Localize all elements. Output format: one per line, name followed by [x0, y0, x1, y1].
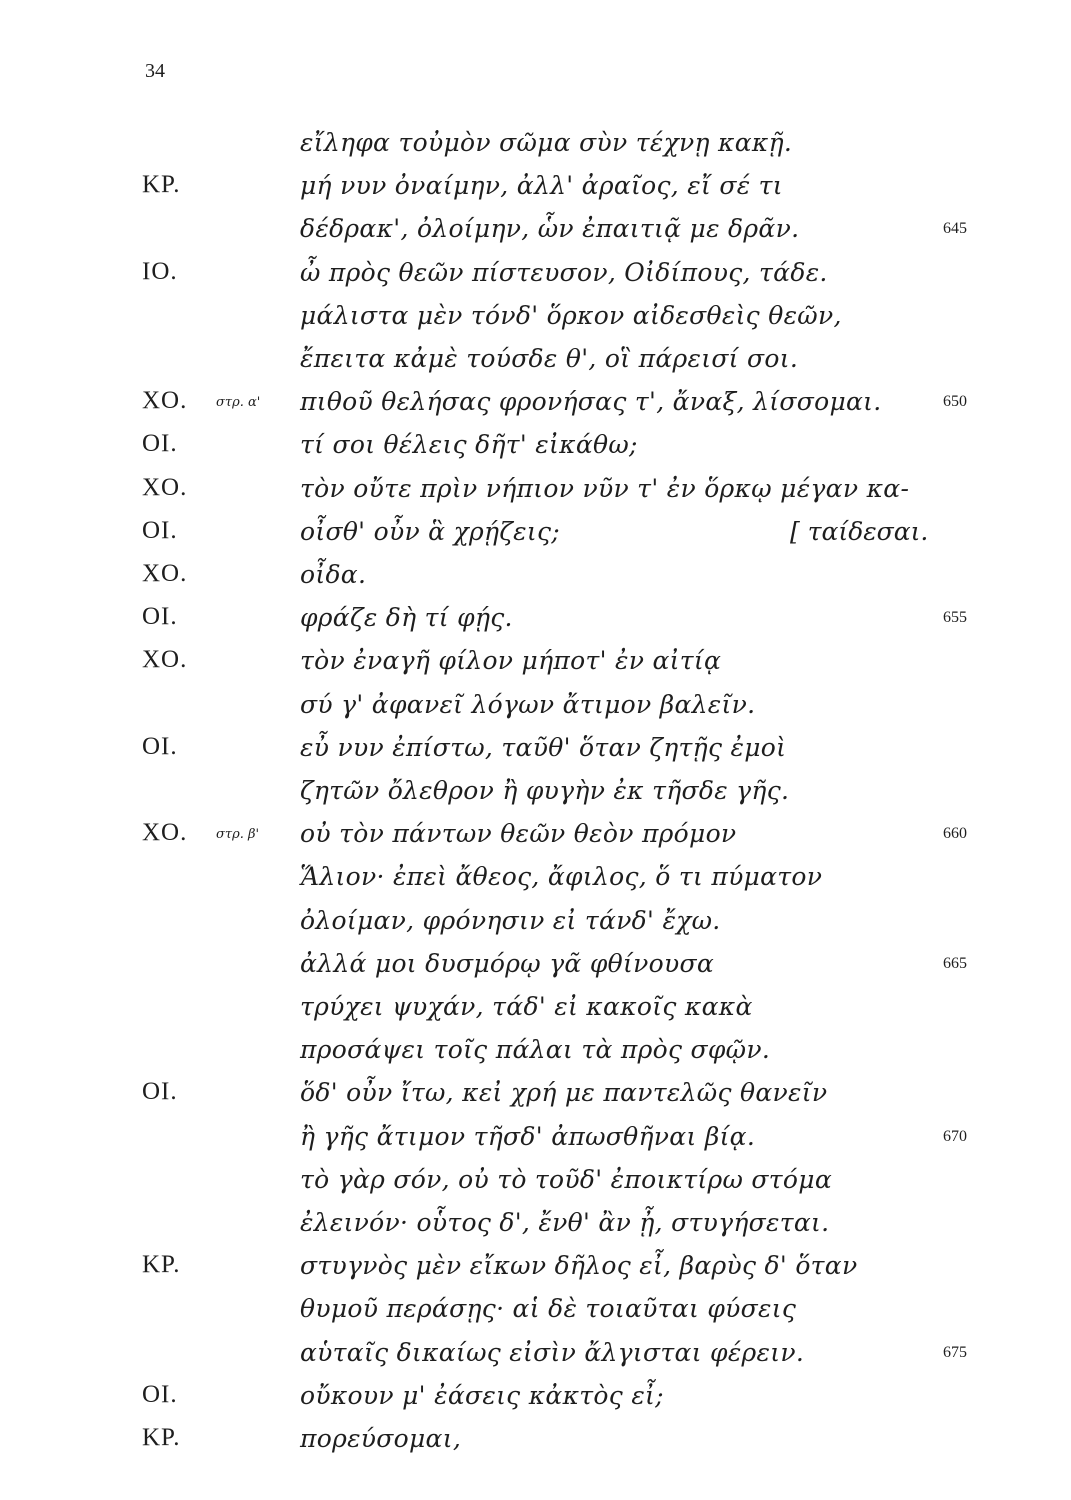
verse-text: τρύχει ψυχάν, τάδ' εἰ κακοῖς κακὰ: [300, 992, 753, 1021]
verse-line: [0, 992, 1071, 1032]
verse-text: ἔπειτα κἀμὲ τούσδε θ', οἳ πάρεισί σοι.: [300, 344, 799, 373]
verse-text: οὐ τὸν πάντων θεῶν θεὸν πρόμον: [300, 819, 737, 849]
speaker-label: ΧΟ.: [142, 819, 188, 847]
speaker-label: ΟΙ.: [142, 603, 178, 631]
verse-text: προσάψει τοῖς πάλαι τὰ πρὸς σφῷν.: [300, 1035, 771, 1065]
verse-line: [0, 1035, 1071, 1075]
verse-text: τὸν ἐναγῆ φίλον μήποτ' ἐν αἰτίᾳ: [300, 646, 722, 676]
verse-line: [0, 560, 1071, 600]
verse-line: [0, 1381, 1071, 1421]
verse-line: [0, 1078, 1071, 1118]
verse-line: [0, 646, 1071, 686]
verse-line: [0, 517, 1071, 557]
verse-line: [0, 258, 1071, 298]
verse-text: ὅδ' οὖν ἴτω, κεἰ χρή με παντελῶς θανεῖν: [300, 1078, 828, 1108]
verse-line: [0, 1122, 1071, 1162]
verse-text: οὔκουν μ' ἐάσεις κἀκτὸς εἶ;: [300, 1380, 664, 1410]
verse-line: [0, 344, 1071, 384]
verse-line: [0, 1251, 1071, 1291]
verse-text: θυμοῦ περάσῃς· αἱ δὲ τοιαῦται φύσεις: [300, 1294, 797, 1324]
verse-text: σύ γ' ἀφανεῖ λόγων ἄτιμον βαλεῖν.: [300, 689, 756, 719]
verse-text: τὸ γὰρ σόν, οὐ τὸ τοῦδ' ἐποικτίρω στόμα: [300, 1164, 833, 1194]
verse-text: φράζε δὴ τί φῄς.: [300, 603, 513, 633]
speaker-label: ΟΙ.: [142, 430, 178, 458]
verse-text: εἴληφα τοὐμὸν σῶμα σὺν τέχνῃ κακῇ.: [300, 128, 793, 157]
line-number: 670: [943, 1127, 967, 1145]
speaker-label: ΚΡ.: [142, 171, 181, 199]
line-number: 655: [943, 609, 967, 627]
speaker-label: ΚΡ.: [142, 1424, 181, 1451]
strophe-marker: στρ. β': [216, 827, 260, 843]
verse-text: ἢ γῆς ἄτιμον τῆσδ' ἀπωσθῆναι βίᾳ.: [300, 1121, 756, 1151]
verse-text: τὸν οὔτε πρὶν νήπιον νῦν τ' ἐν ὅρκῳ μέγαν κα-: [300, 473, 910, 503]
line-number: 675: [943, 1343, 967, 1361]
verse-line: [0, 474, 1071, 514]
verse-line: [0, 1294, 1071, 1334]
verse-text: δέδρακ', ὀλοίμην, ὧν ἐπαιτιᾷ με δρᾶν.: [300, 214, 800, 244]
speaker-label: ΙΟ.: [142, 257, 178, 285]
speaker-label: ΟΙ.: [142, 1078, 178, 1106]
verse-line: [0, 1424, 1071, 1464]
speaker-label: ΟΙ.: [142, 516, 178, 544]
speaker-label: ΧΟ.: [142, 646, 188, 674]
verse-text: εὖ νυν ἐπίστω, ταῦθ' ὅταν ζητῇς ἐμοὶ: [300, 732, 787, 762]
verse-text: τί σοι θέλεις δῆτ' εἰκάθω;: [300, 430, 638, 460]
verse-text: οἶδα.: [300, 560, 367, 589]
verse-text: ζητῶν ὄλεθρον ἢ φυγὴν ἐκ τῆσδε γῆς.: [300, 776, 790, 805]
line-number: 665: [943, 954, 967, 972]
speaker-label: ΧΟ.: [142, 387, 188, 415]
verse-text: μή νυν ὀναίμην, ἀλλ' ἀραῖος, εἴ σέ τι: [300, 171, 783, 201]
bracket-continuation: [ ταίδεσαι.: [790, 516, 929, 546]
verse-text: αὑταῖς δικαίως εἰσὶν ἄλγισται φέρειν.: [300, 1337, 805, 1367]
verse-text: ὦ πρὸς θεῶν πίστευσον, Οἰδίπους, τάδε.: [300, 257, 828, 287]
speaker-label: ΟΙ.: [142, 732, 178, 760]
verse-line: [0, 603, 1071, 643]
verse-text: ἐλεινόν· οὗτος δ', ἔνθ' ἂν ᾖ, στυγήσεται.: [300, 1208, 830, 1237]
verse-text: πορεύσομαι,: [300, 1424, 462, 1453]
line-number: 660: [943, 825, 967, 843]
verse-text: μάλιστα μὲν τόνδ' ὅρκον αἰδεσθεὶς θεῶν,: [300, 300, 842, 330]
verse-line: [0, 430, 1071, 470]
speaker-label: ΚΡ.: [142, 1251, 181, 1279]
verse-line: [0, 1338, 1071, 1378]
verse-line: [0, 906, 1071, 946]
speaker-label: ΧΟ.: [142, 473, 188, 501]
speaker-label: ΧΟ.: [142, 560, 188, 587]
verse-text: ὀλοίμαν, φρόνησιν εἰ τάνδ' ἔχω.: [300, 905, 721, 935]
verse-line: [0, 862, 1071, 902]
verse-text: ἀλλά μοι δυσμόρῳ γᾶ φθίνουσα: [300, 948, 715, 978]
verse-line: [0, 128, 1071, 168]
verse-line: [0, 1208, 1071, 1248]
verse-line: [0, 1165, 1071, 1205]
verse-text: οἶσθ' οὖν ἃ χρῄζεις;: [300, 516, 561, 546]
verse-line: [0, 690, 1071, 730]
speaker-label: ΟΙ.: [142, 1380, 178, 1408]
verse-line: [0, 171, 1071, 211]
verse-line: [0, 949, 1071, 989]
verse-line: [0, 776, 1071, 816]
strophe-marker: στρ. α': [216, 395, 261, 411]
page-number: 34: [145, 60, 165, 82]
line-number: 650: [943, 393, 967, 411]
verse-text: πιθοῦ θελήσας φρονήσας τ', ἄναξ, λίσσομαι.: [300, 387, 882, 417]
verse-line: [0, 301, 1071, 341]
verse-line: [0, 387, 1071, 427]
verse-text: Ἅλιον· ἐπεὶ ἄθεος, ἄφιλος, ὅ τι πύματον: [300, 862, 823, 892]
verse-line: [0, 733, 1071, 773]
verse-text: στυγνὸς μὲν εἴκων δῆλος εἶ, βαρὺς δ' ὅταν: [300, 1251, 858, 1281]
line-number: 645: [943, 220, 967, 238]
verse-line: [0, 214, 1071, 254]
verse-line: [0, 819, 1071, 859]
